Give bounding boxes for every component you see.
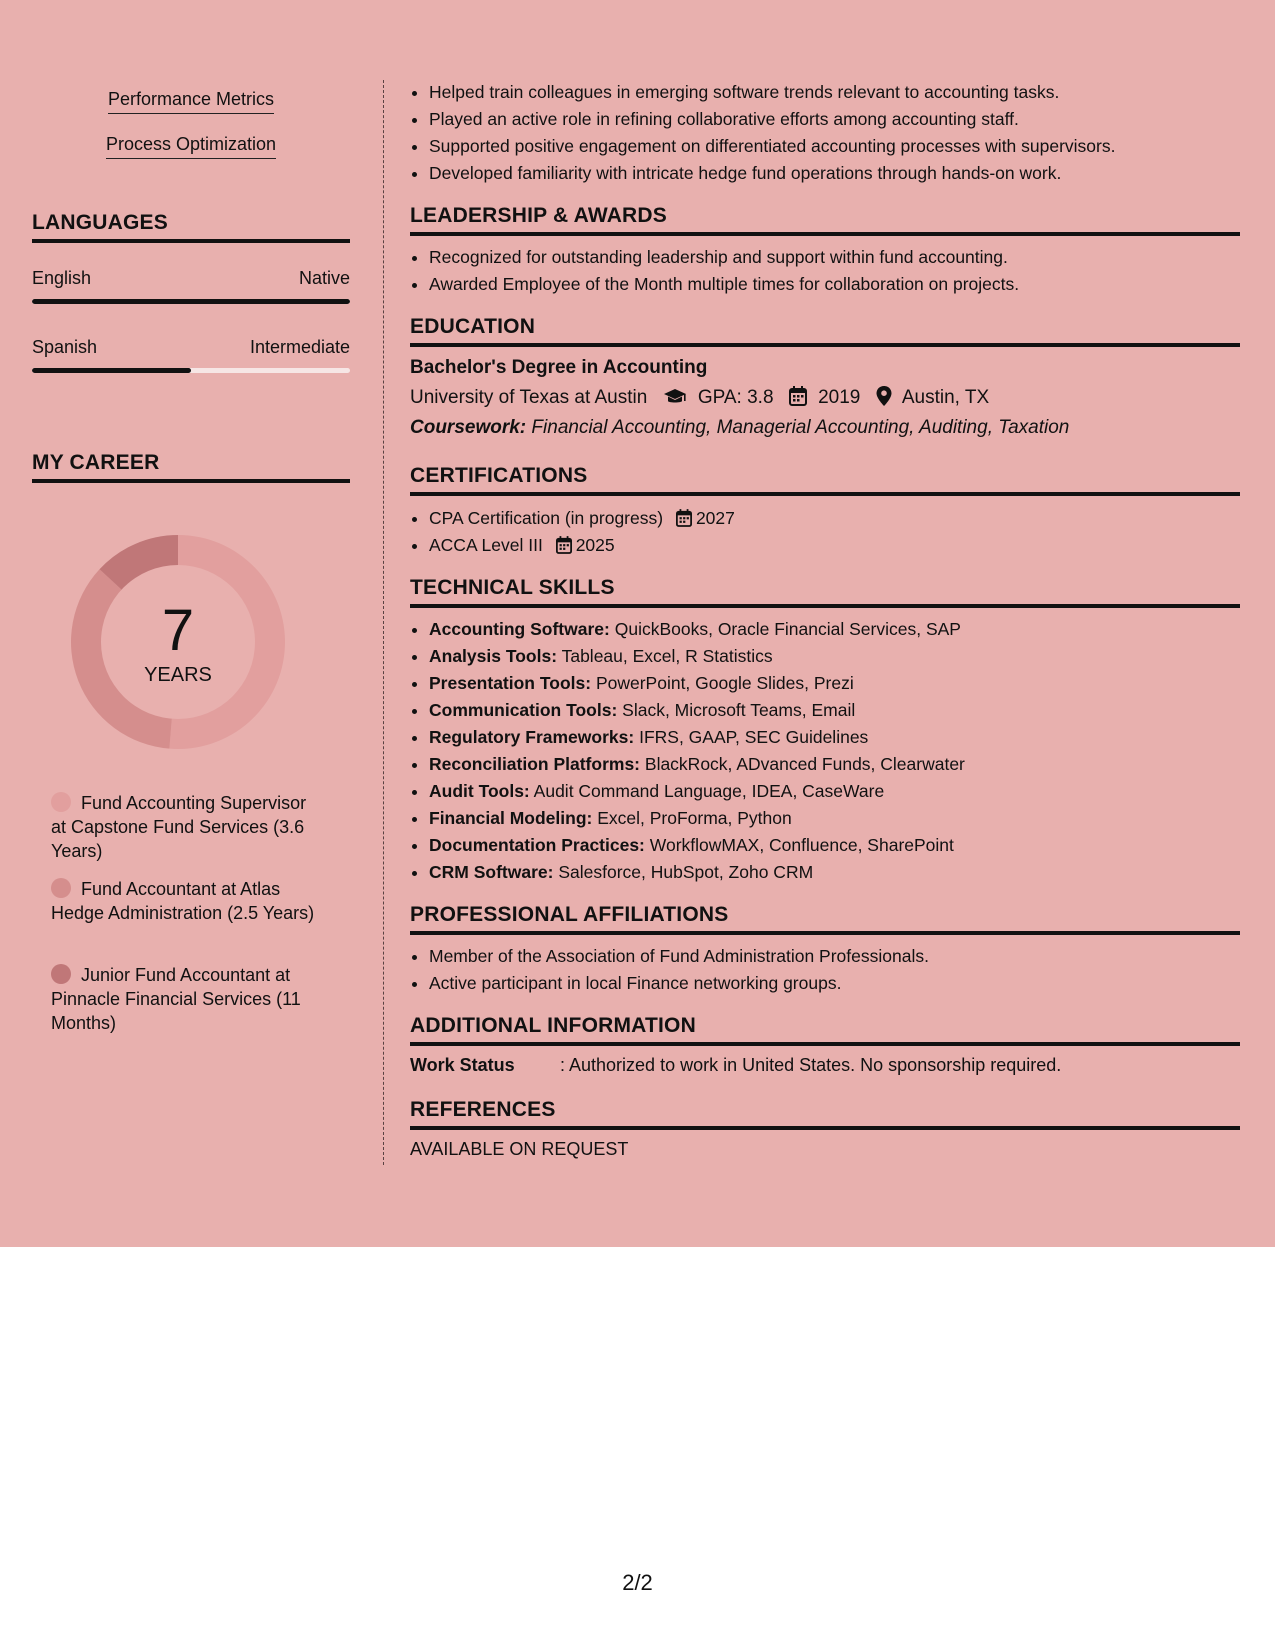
education-location: Austin, TX: [901, 387, 990, 408]
map-pin-icon: [876, 386, 892, 406]
language-level: Intermediate: [249, 337, 350, 357]
language-bar: [32, 368, 350, 373]
list-item: • Member of the Association of Fund Administration Professionals.: [429, 943, 1259, 970]
list-item: • Helped train colleagues in emerging software trends relevant to accounting tasks.: [429, 79, 1259, 106]
leadership-list: [410, 244, 1259, 298]
skill-values: Excel, ProForma, Python: [597, 808, 792, 828]
career-total-unit: YEARS: [144, 664, 212, 686]
certifications-list: [410, 505, 1259, 559]
certification-name: CPA Certification (in progress): [429, 508, 664, 528]
language-bar-fill: [32, 299, 350, 304]
education-coursework: [410, 417, 1069, 439]
legend-dot: [51, 792, 71, 812]
calendar-icon: [556, 536, 572, 554]
career-legend-label: Fund Accountant at Atlas Hedge Administration (2.5 Years): [51, 879, 315, 923]
career-legend-item: [51, 877, 326, 925]
career-total-years: 7: [161, 598, 195, 663]
certifications-heading: CERTIFICATIONS: [410, 464, 1240, 496]
list-item: • Developed familiarity with intricate hedge fund operations through hands-on work.: [429, 160, 1259, 187]
skill-category: Financial Modeling:: [429, 808, 593, 828]
page-number: 2/2: [622, 1570, 653, 1595]
language-row: [32, 268, 350, 289]
languages-heading: LANGUAGES: [32, 211, 350, 243]
experience-bullets: [410, 79, 1259, 187]
list-item: [429, 532, 1259, 559]
certification-year: 2025: [575, 535, 615, 555]
career-legend-label: Fund Accounting Supervisor at Capstone Fund Services (3.6 Years): [51, 793, 307, 861]
skill-item: [429, 616, 1259, 643]
affiliations-list: [410, 943, 1259, 997]
skill-values: WorkflowMAX, Confluence, SharePoint: [649, 835, 954, 855]
skill-values: Salesforce, HubSpot, Zoho CRM: [558, 862, 814, 882]
graduation-cap-icon: [663, 388, 687, 406]
career-heading: MY CAREER: [32, 451, 350, 483]
references-text: AVAILABLE ON REQUEST: [410, 1139, 629, 1159]
language-level: Native: [298, 268, 350, 288]
education-heading: EDUCATION: [410, 315, 1240, 347]
skill-category: Analysis Tools:: [429, 646, 558, 666]
skill-values: Slack, Microsoft Teams, Email: [622, 700, 856, 720]
skill-category: CRM Software:: [429, 862, 554, 882]
skill-tag: Process Optimization: [32, 132, 350, 159]
skill-category: Regulatory Frameworks:: [429, 727, 635, 747]
list-item: [429, 505, 1259, 532]
certification-year: 2027: [695, 508, 735, 528]
language-name: English: [32, 268, 92, 288]
legend-dot: [51, 878, 71, 898]
career-legend-item: [51, 963, 326, 1035]
skill-values: Tableau, Excel, R Statistics: [561, 646, 773, 666]
additional-info-heading: ADDITIONAL INFORMATION: [410, 1014, 1240, 1046]
skill-values: PowerPoint, Google Slides, Prezi: [595, 673, 854, 693]
skill-category: Accounting Software:: [429, 619, 610, 639]
education-gpa: GPA: 3.8: [697, 387, 774, 408]
language-row: [32, 337, 350, 358]
skill-category: Documentation Practices:: [429, 835, 645, 855]
language-bar-fill: [32, 368, 191, 373]
skill-tag: Performance Metrics: [32, 87, 350, 114]
technical-skills-list: [410, 616, 1259, 886]
legend-dot: [51, 964, 71, 984]
skill-item: [429, 697, 1259, 724]
skill-category: Reconciliation Platforms:: [429, 754, 641, 774]
list-item: • Recognized for outstanding leadership and support within fund accounting.: [429, 244, 1259, 271]
work-status-value: : Authorized to work in United States. No sponsorship required.: [560, 1055, 1062, 1075]
skill-category: Presentation Tools:: [429, 673, 592, 693]
certification-name: ACCA Level III: [429, 535, 543, 555]
list-item: • Supported positive engagement on differentiated accounting processes with supervisors.: [429, 133, 1259, 160]
skill-item: [429, 778, 1259, 805]
skill-item: [429, 643, 1259, 670]
references-heading: REFERENCES: [410, 1098, 1240, 1130]
skill-item: [429, 751, 1259, 778]
calendar-icon: [789, 386, 807, 406]
leadership-heading: LEADERSHIP & AWARDS: [410, 204, 1240, 236]
list-item: • Played an active role in refining collaborative efforts among accounting staff.: [429, 106, 1259, 133]
skill-values: IFRS, GAAP, SEC Guidelines: [639, 727, 869, 747]
skill-category: Communication Tools:: [429, 700, 618, 720]
education-school: University of Texas at Austin: [410, 387, 648, 408]
language-bar: [32, 299, 350, 304]
skill-values: BlackRock, ADvanced Funds, Clearwater: [644, 754, 965, 774]
skill-item: [429, 859, 1259, 886]
column-divider: [383, 80, 384, 1165]
language-name: Spanish: [32, 337, 98, 357]
technical-skills-heading: TECHNICAL SKILLS: [410, 576, 1240, 608]
skill-item: [429, 805, 1259, 832]
coursework-label: Coursework:: [410, 417, 527, 438]
skill-item: [429, 724, 1259, 751]
education-meta: [410, 386, 989, 409]
list-item: • Awarded Employee of the Month multiple times for collaboration on projects.: [429, 271, 1259, 298]
skill-category: Audit Tools:: [429, 781, 530, 801]
calendar-icon: [676, 509, 692, 527]
work-status-row: [410, 1055, 1061, 1076]
skill-item: [429, 832, 1259, 859]
skill-values: QuickBooks, Oracle Financial Services, SAP: [614, 619, 961, 639]
work-status-label: Work Status: [410, 1055, 515, 1075]
career-legend-item: [51, 791, 326, 863]
career-legend-label: Junior Fund Accountant at Pinnacle Financial Services (11 Months): [51, 965, 301, 1033]
skill-item: [429, 670, 1259, 697]
education-degree: Bachelor's Degree in Accounting: [410, 357, 708, 378]
coursework-value: Financial Accounting, Managerial Accounting, Auditing, Taxation: [531, 417, 1070, 438]
list-item: • Active participant in local Finance networking groups.: [429, 970, 1259, 997]
education-year: 2019: [818, 387, 861, 408]
affiliations-heading: PROFESSIONAL AFFILIATIONS: [410, 903, 1240, 935]
skill-values: Audit Command Language, IDEA, CaseWare: [533, 781, 885, 801]
